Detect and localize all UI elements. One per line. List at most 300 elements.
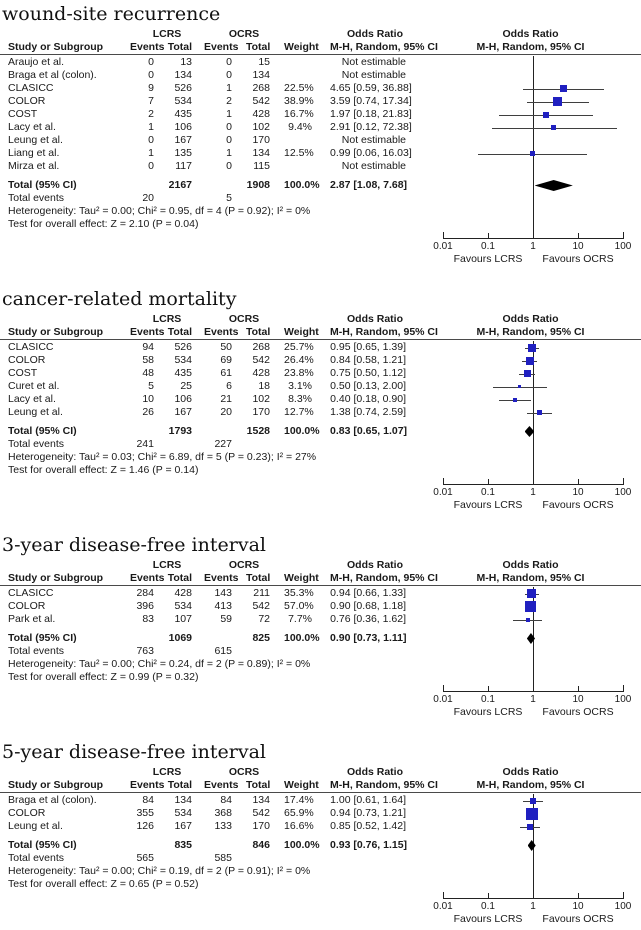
weight-value: 57.0%	[284, 600, 314, 612]
x-axis-tick-label: 0.01	[433, 241, 453, 252]
study-name: Braga et al (colon).	[8, 69, 97, 81]
total-ocrs-n: 1908	[246, 179, 270, 191]
events-ocrs-value: 1	[226, 108, 232, 120]
total-events-label: Total events	[8, 438, 65, 450]
spacer-cell	[166, 645, 204, 658]
total-label: Total (95% CI)	[8, 425, 77, 437]
total-lcrs-value: 167	[174, 406, 192, 418]
total-events-label: Total events	[8, 192, 65, 204]
spacer-cell	[130, 425, 166, 438]
x-axis-tick-label: 0.1	[481, 241, 495, 252]
x-axis-tick-label: 1	[530, 487, 536, 498]
total-ocrs-value: 428	[252, 367, 270, 379]
x-axis-tick-label: 100	[614, 487, 632, 498]
x-axis-tick	[488, 893, 489, 899]
events-lcrs-value: 48	[142, 367, 154, 379]
total-ocrs-value: 268	[252, 341, 270, 353]
forest-plot-area	[420, 28, 641, 270]
events-lcrs-value: 94	[142, 341, 154, 353]
odds-ratio-ci-text: 0.94 [0.66, 1.33]	[330, 587, 406, 599]
total-ocrs-value: 18	[258, 380, 270, 392]
total-lcrs-header: Total	[167, 779, 192, 791]
study-name: COLOR	[8, 95, 46, 107]
odds-ratio-ci-text: 0.40 [0.18, 0.90]	[330, 393, 406, 405]
study-name: COST	[8, 367, 38, 379]
events-ocrs-value: 143	[214, 587, 232, 599]
plot-odds-ratio-title: Odds Ratio	[502, 313, 559, 325]
odds-ratio-ci-text: 2.91 [0.12, 72.38]	[330, 121, 412, 133]
events-lcrs-value: 396	[136, 600, 154, 612]
total-ocrs-n: 825	[252, 632, 270, 644]
weight-value: 3.1%	[288, 380, 312, 392]
weight-value	[284, 134, 330, 147]
x-axis-tick	[578, 893, 579, 899]
events-ocrs-value: 0	[226, 134, 232, 146]
favours-right-label: Favours OCRS	[542, 706, 614, 718]
events-ocrs-value: 50	[220, 341, 232, 353]
total-ocrs-value: 542	[252, 354, 270, 366]
study-name: Lacy et al.	[8, 393, 56, 405]
group-ocrs-label: OCRS	[228, 28, 260, 40]
odds-ratio-ci-text: 0.90 [0.68, 1.18]	[330, 600, 406, 612]
total-label: Total (95% CI)	[8, 179, 77, 191]
events-lcrs-value: 83	[142, 613, 154, 625]
total-events-ocrs: 227	[214, 438, 232, 450]
events-lcrs-value: 0	[148, 56, 154, 68]
favours-left-label: Favours LCRS	[453, 253, 523, 265]
total-events-ocrs: 615	[214, 645, 232, 657]
total-events-label: Total events	[8, 852, 65, 864]
events-ocrs-value: 21	[220, 393, 232, 405]
study-name: COLOR	[8, 354, 46, 366]
total-events-ocrs: 5	[226, 192, 232, 204]
spacer-cell	[204, 179, 246, 192]
x-axis-tick	[443, 232, 444, 239]
events-lcrs-value: 0	[148, 69, 154, 81]
odds-ratio-ci-text: 1.38 [0.74, 2.59]	[330, 406, 406, 418]
x-axis-tick	[578, 233, 579, 239]
pooled-odds-ratio-text: 0.93 [0.76, 1.15]	[330, 839, 408, 851]
or-marker-square	[537, 410, 542, 415]
panel-body	[0, 766, 641, 930]
weight-header: Weight	[284, 41, 319, 53]
spacer-cell	[204, 632, 246, 645]
events-lcrs-value: 58	[142, 354, 154, 366]
group-lcrs-label: LCRS	[152, 313, 182, 325]
forest-plot-area	[420, 559, 641, 723]
or-marker-square	[527, 824, 533, 830]
study-name: Park et al.	[8, 613, 56, 625]
events-ocrs-value: 2	[226, 95, 232, 107]
total-lcrs-value: 534	[174, 95, 192, 107]
favours-right-label: Favours OCRS	[542, 913, 614, 925]
total-events-lcrs: 241	[136, 438, 154, 450]
odds-ratio-ci-text: 0.84 [0.58, 1.21]	[330, 354, 406, 366]
method-header: M-H, Random, 95% CI	[330, 41, 438, 53]
total-weight: 100.0%	[284, 632, 320, 644]
or-marker-square	[530, 798, 536, 804]
x-axis-tick-label: 0.1	[481, 901, 495, 912]
forest-plot-area	[420, 766, 641, 930]
heterogeneity-text: Heterogeneity: Tau² = 0.03; Chi² = 6.89, df = 5 (P = 0.23); I² = 27%	[8, 451, 317, 463]
events-lcrs-value: 9	[148, 82, 154, 94]
forest-plot-panel	[0, 534, 641, 723]
events-lcrs-value: 2	[148, 108, 154, 120]
spacer-cell	[0, 559, 130, 572]
group-ocrs-label: OCRS	[228, 766, 260, 778]
events-ocrs-header: Events	[204, 326, 239, 338]
total-ocrs-value: 102	[252, 393, 270, 405]
x-axis-tick-label: 1	[530, 241, 536, 252]
x-axis-tick-label: 0.01	[433, 901, 453, 912]
total-ocrs-header: Total	[246, 572, 271, 584]
weight-value: 12.5%	[284, 147, 314, 159]
study-name: CLASICC	[8, 341, 54, 353]
total-lcrs-value: 135	[174, 147, 192, 159]
events-ocrs-header: Events	[204, 572, 239, 584]
weight-value	[284, 160, 330, 173]
total-lcrs-value: 13	[180, 56, 192, 68]
or-marker-square	[530, 151, 535, 156]
total-ocrs-header: Total	[246, 41, 271, 53]
odds-ratio-ci-text: 0.85 [0.52, 1.42]	[330, 820, 406, 832]
panel-title: cancer-related mortality	[2, 288, 237, 310]
study-name: Braga et al (colon).	[8, 794, 97, 806]
weight-header: Weight	[284, 779, 319, 791]
spacer-cell	[130, 839, 166, 852]
events-ocrs-value: 0	[226, 121, 232, 133]
plot-odds-ratio-title: Odds Ratio	[502, 28, 559, 40]
total-label: Total (95% CI)	[8, 839, 77, 851]
odds-ratio-ci-text: Not estimable	[341, 134, 406, 146]
events-ocrs-value: 61	[220, 367, 232, 379]
or-marker-square	[527, 589, 536, 598]
events-lcrs-value: 5	[148, 380, 154, 392]
total-lcrs-value: 106	[174, 393, 192, 405]
no-effect-line	[533, 56, 534, 238]
total-ocrs-value: 72	[258, 613, 270, 625]
or-marker-square	[513, 398, 517, 402]
events-ocrs-value: 1	[226, 147, 232, 159]
study-name: Leung et al.	[8, 134, 63, 146]
weight-value: 65.9%	[284, 807, 314, 819]
total-ocrs-value: 211	[253, 587, 270, 599]
events-ocrs-value: 6	[226, 380, 232, 392]
spacer-cell	[166, 438, 204, 451]
x-axis-tick	[623, 232, 624, 239]
spacer-cell	[0, 313, 130, 326]
x-axis-tick	[488, 233, 489, 239]
odds-ratio-ci-text: 0.50 [0.13, 2.00]	[330, 380, 406, 392]
plot-method-label: M-H, Random, 95% CI	[476, 572, 585, 584]
total-lcrs-value: 534	[174, 354, 192, 366]
panel-title: 5-year disease-free interval	[2, 741, 266, 763]
total-ocrs-value: 134	[252, 69, 270, 81]
events-ocrs-value: 69	[220, 354, 232, 366]
events-ocrs-value: 84	[220, 794, 232, 806]
total-events-ocrs: 585	[214, 852, 232, 864]
or-marker-square	[525, 601, 536, 612]
weight-value	[284, 69, 330, 82]
total-lcrs-value: 167	[174, 134, 192, 146]
or-marker-square	[524, 370, 531, 377]
total-weight: 100.0%	[284, 179, 320, 191]
spacer-cell	[204, 839, 246, 852]
plot-method-label: M-H, Random, 95% CI	[476, 326, 585, 338]
total-lcrs-value: 526	[174, 82, 192, 94]
x-axis-tick	[443, 478, 444, 485]
total-ocrs-value: 428	[252, 108, 270, 120]
study-name: Lacy et al.	[8, 121, 56, 133]
odds-ratio-ci-text: 0.99 [0.06, 16.03]	[330, 147, 412, 159]
or-marker-square	[528, 344, 536, 352]
x-axis-tick	[488, 479, 489, 485]
spacer-cell	[0, 766, 130, 779]
forest-plots-figure	[0, 3, 641, 930]
group-ocrs-label: OCRS	[228, 313, 260, 325]
plot-method-label: M-H, Random, 95% CI	[476, 41, 585, 53]
total-events-label: Total events	[8, 645, 65, 657]
total-ocrs-value: 15	[258, 56, 270, 68]
pooled-diamond	[528, 840, 536, 851]
pooled-odds-ratio-text: 0.83 [0.65, 1.07]	[330, 425, 408, 437]
total-lcrs-value: 117	[175, 160, 192, 172]
study-name: Araujo et al.	[8, 56, 65, 68]
x-axis-tick	[578, 479, 579, 485]
total-lcrs-value: 435	[174, 108, 192, 120]
x-axis-tick-label: 10	[572, 487, 584, 498]
odds-ratio-ci-text: 1.00 [0.61, 1.64]	[330, 794, 406, 806]
favours-left-label: Favours LCRS	[453, 499, 523, 511]
total-events-lcrs: 763	[136, 645, 154, 657]
total-ocrs-value: 102	[252, 121, 270, 133]
total-lcrs-value: 134	[174, 69, 192, 81]
or-marker-square	[526, 808, 538, 820]
weight-value: 23.8%	[284, 367, 314, 379]
total-lcrs-n: 1069	[168, 632, 192, 644]
heterogeneity-text: Heterogeneity: Tau² = 0.00; Chi² = 0.95, df = 4 (P = 0.92); I² = 0%	[8, 205, 311, 217]
panel-title: 3-year disease-free interval	[2, 534, 266, 556]
or-marker-square	[526, 357, 534, 365]
total-lcrs-value: 534	[174, 600, 192, 612]
total-ocrs-value: 542	[252, 95, 270, 107]
total-lcrs-n: 2167	[168, 179, 192, 191]
spacer-cell	[166, 192, 204, 205]
panel-body	[0, 313, 641, 516]
forest-plot-panel	[0, 3, 641, 270]
study-column-header: Study or Subgroup	[8, 779, 104, 791]
panel-body	[0, 559, 641, 723]
events-ocrs-value: 59	[220, 613, 232, 625]
study-name: COLOR	[8, 807, 46, 819]
total-ocrs-value: 542	[252, 807, 270, 819]
method-header: M-H, Random, 95% CI	[330, 572, 438, 584]
study-name: CLASICC	[8, 82, 54, 94]
x-axis-tick	[533, 479, 534, 485]
weight-header: Weight	[284, 572, 319, 584]
x-axis-tick-label: 10	[572, 901, 584, 912]
panel-title: wound-site recurrence	[2, 3, 221, 25]
x-axis-tick-label: 100	[614, 901, 632, 912]
events-lcrs-value: 0	[148, 160, 154, 172]
events-ocrs-value: 0	[226, 160, 232, 172]
heterogeneity-text: Heterogeneity: Tau² = 0.00; Chi² = 0.24, df = 2 (P = 0.89); I² = 0%	[8, 658, 311, 670]
forest-plot-panel	[0, 288, 641, 516]
plot-odds-ratio-title: Odds Ratio	[502, 559, 559, 571]
spacer-cell	[204, 425, 246, 438]
events-lcrs-value: 284	[136, 587, 154, 599]
total-ocrs-value: 115	[253, 160, 270, 172]
events-lcrs-value: 355	[136, 807, 154, 819]
weight-value: 9.4%	[288, 121, 312, 133]
total-weight: 100.0%	[284, 839, 320, 851]
x-axis-tick-label: 100	[614, 694, 632, 705]
events-lcrs-value: 1	[148, 147, 154, 159]
total-ocrs-value: 268	[252, 82, 270, 94]
x-axis-tick	[623, 478, 624, 485]
plot-odds-ratio-title: Odds Ratio	[502, 766, 559, 778]
weight-value: 16.6%	[284, 820, 314, 832]
pooled-diamond	[535, 180, 573, 191]
forest-plot-panel	[0, 741, 641, 930]
forest-plot-area	[420, 313, 641, 516]
study-column-header: Study or Subgroup	[8, 572, 104, 584]
study-column-header: Study or Subgroup	[8, 41, 104, 53]
events-lcrs-value: 0	[148, 134, 154, 146]
odds-ratio-ci-text: Not estimable	[341, 56, 406, 68]
spacer-cell	[166, 852, 204, 865]
weight-value: 35.3%	[284, 587, 314, 599]
total-ocrs-n: 846	[252, 839, 270, 851]
plot-method-label: M-H, Random, 95% CI	[476, 779, 585, 791]
method-header: M-H, Random, 95% CI	[330, 326, 438, 338]
events-lcrs-value: 1	[148, 121, 154, 133]
heterogeneity-text: Heterogeneity: Tau² = 0.00; Chi² = 0.19, df = 2 (P = 0.91); I² = 0%	[8, 865, 311, 877]
total-lcrs-value: 167	[174, 820, 192, 832]
or-marker-square	[526, 618, 530, 622]
odds-ratio-column-title: Odds Ratio	[346, 313, 403, 325]
overall-effect-text: Test for overall effect: Z = 1.46 (P = 0.14)	[8, 464, 199, 476]
group-lcrs-label: LCRS	[152, 766, 182, 778]
weight-value: 22.5%	[284, 82, 314, 94]
total-ocrs-value: 134	[252, 794, 270, 806]
study-name: Liang et al.	[8, 147, 60, 159]
events-ocrs-value: 20	[220, 406, 232, 418]
odds-ratio-column-title: Odds Ratio	[346, 559, 403, 571]
odds-ratio-column-title: Odds Ratio	[346, 28, 403, 40]
events-lcrs-value: 126	[136, 820, 154, 832]
x-axis-tick	[488, 686, 489, 692]
events-ocrs-value: 413	[214, 600, 232, 612]
odds-ratio-ci-text: 1.97 [0.18, 21.83]	[330, 108, 412, 120]
pooled-odds-ratio-text: 0.90 [0.73, 1.11]	[330, 632, 407, 644]
x-axis-tick	[443, 892, 444, 899]
weight-value: 17.4%	[284, 794, 314, 806]
x-axis-tick-label: 0.01	[433, 694, 453, 705]
x-axis-tick	[533, 686, 534, 692]
weight-value: 25.7%	[284, 341, 314, 353]
favours-left-label: Favours LCRS	[453, 913, 523, 925]
or-marker-square	[543, 112, 549, 118]
total-lcrs-header: Total	[167, 41, 192, 53]
weight-value: 16.7%	[284, 108, 314, 120]
weight-value: 26.4%	[284, 354, 314, 366]
events-lcrs-header: Events	[130, 779, 165, 791]
study-column-header: Study or Subgroup	[8, 326, 104, 338]
odds-ratio-column-title: Odds Ratio	[346, 766, 403, 778]
events-ocrs-header: Events	[204, 779, 239, 791]
weight-value	[284, 56, 330, 69]
total-lcrs-value: 526	[174, 341, 192, 353]
overall-effect-text: Test for overall effect: Z = 0.65 (P = 0.52)	[8, 878, 199, 890]
events-lcrs-header: Events	[130, 572, 165, 584]
total-lcrs-header: Total	[167, 572, 192, 584]
or-marker-square	[553, 97, 562, 106]
odds-ratio-ci-text: Not estimable	[341, 160, 406, 172]
total-label: Total (95% CI)	[8, 632, 77, 644]
total-lcrs-value: 106	[174, 121, 192, 133]
favours-right-label: Favours OCRS	[542, 499, 614, 511]
events-lcrs-header: Events	[130, 41, 165, 53]
odds-ratio-ci-text: 0.95 [0.65, 1.39]	[330, 341, 406, 353]
study-name: COST	[8, 108, 38, 120]
x-axis-tick-label: 10	[572, 241, 584, 252]
x-axis-tick-label: 1	[530, 694, 536, 705]
odds-ratio-ci-text: 0.75 [0.50, 1.12]	[330, 367, 406, 379]
total-lcrs-value: 134	[174, 794, 192, 806]
total-lcrs-value: 25	[180, 380, 192, 392]
events-lcrs-value: 10	[142, 393, 154, 405]
odds-ratio-ci-text: 3.59 [0.74, 17.34]	[330, 95, 412, 107]
x-axis-tick-label: 10	[572, 694, 584, 705]
total-lcrs-value: 534	[174, 807, 192, 819]
odds-ratio-ci-text: 0.94 [0.73, 1.21]	[330, 807, 406, 819]
method-header: M-H, Random, 95% CI	[330, 779, 438, 791]
total-ocrs-n: 1528	[246, 425, 270, 437]
pooled-odds-ratio-text: 2.87 [1.08, 7.68]	[330, 179, 408, 191]
total-ocrs-header: Total	[246, 779, 271, 791]
x-axis-tick	[623, 685, 624, 692]
study-name: CLASICC	[8, 587, 54, 599]
total-ocrs-header: Total	[246, 326, 271, 338]
events-lcrs-header: Events	[130, 326, 165, 338]
overall-effect-text: Test for overall effect: Z = 0.99 (P = 0.32)	[8, 671, 199, 683]
events-ocrs-value: 368	[214, 807, 232, 819]
group-lcrs-label: LCRS	[152, 559, 182, 571]
odds-ratio-ci-text: Not estimable	[341, 69, 406, 81]
spacer-cell	[130, 179, 166, 192]
events-ocrs-value: 133	[214, 820, 232, 832]
total-ocrs-value: 170	[252, 134, 270, 146]
total-events-lcrs: 20	[142, 192, 154, 204]
group-ocrs-label: OCRS	[228, 559, 260, 571]
x-axis-tick-label: 100	[614, 241, 632, 252]
events-ocrs-value: 0	[226, 69, 232, 81]
total-lcrs-n: 1793	[168, 425, 192, 437]
total-ocrs-value: 134	[252, 147, 270, 159]
x-axis-tick-label: 0.1	[481, 487, 495, 498]
events-ocrs-header: Events	[204, 41, 239, 53]
total-lcrs-value: 107	[174, 613, 192, 625]
overall-effect-text: Test for overall effect: Z = 2.10 (P = 0.04)	[8, 218, 199, 230]
total-lcrs-value: 435	[174, 367, 192, 379]
total-lcrs-header: Total	[167, 326, 192, 338]
x-axis-tick	[623, 892, 624, 899]
study-name: COLOR	[8, 600, 46, 612]
x-axis-tick	[533, 233, 534, 239]
weight-value: 7.7%	[288, 613, 312, 625]
events-ocrs-value: 0	[226, 56, 232, 68]
